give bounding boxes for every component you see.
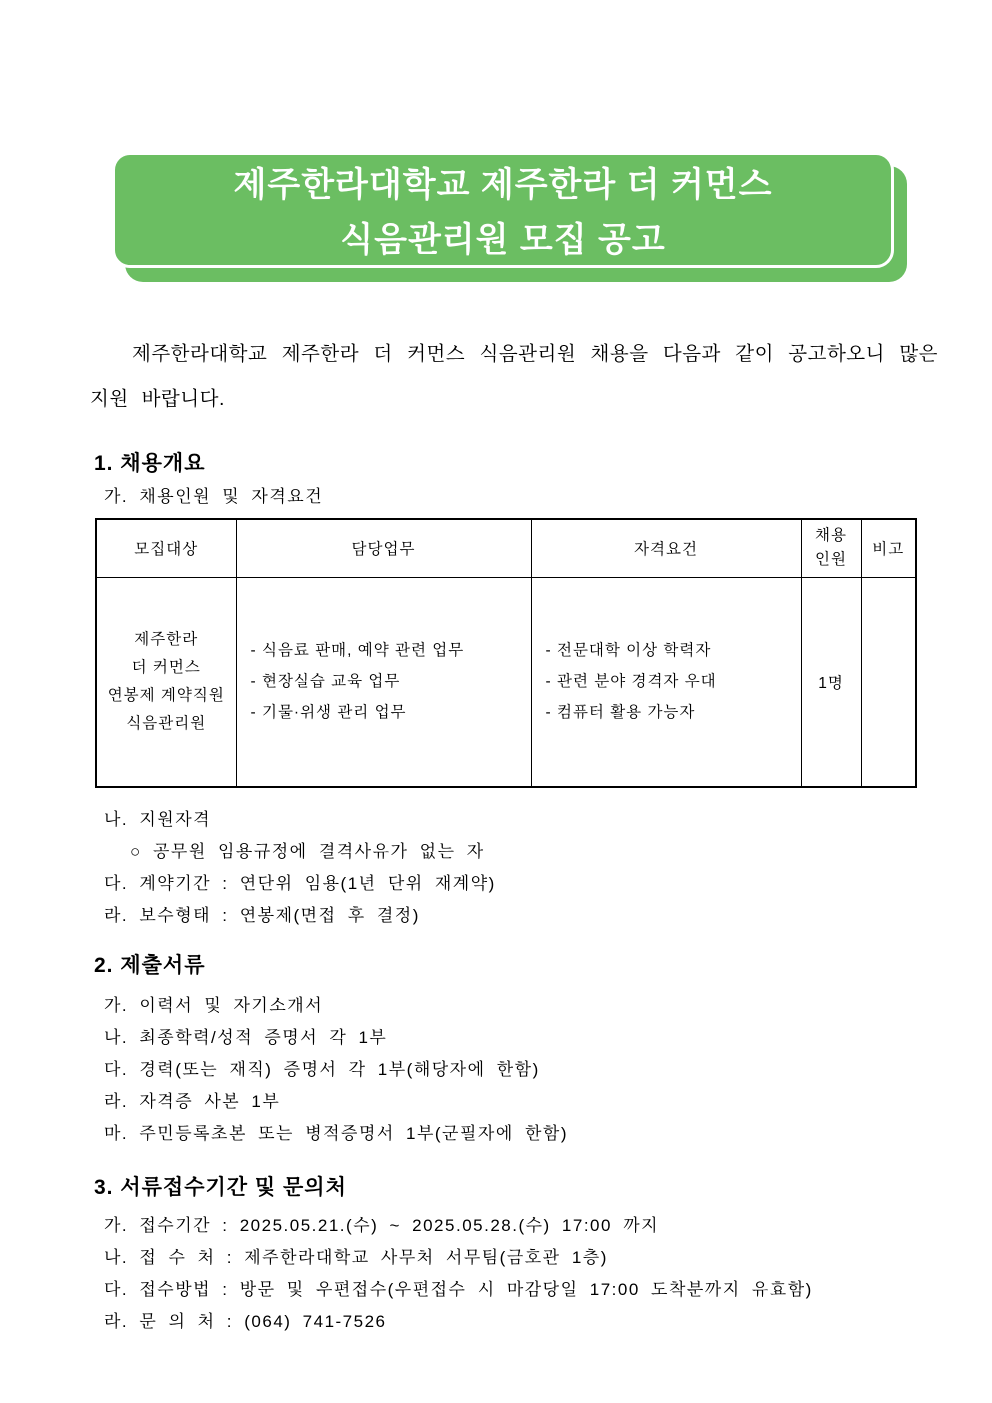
application-item: 가. 접수기간 : 2025.05.21.(수) ~ 2025.05.28.(수) 17:00 까지	[104, 1216, 660, 1235]
application-item: 라. 문 의 처 : (064) 741-7526	[104, 1312, 387, 1331]
cell-qualifications	[531, 577, 801, 787]
section1-item-b-sub: ○ 공무원 임용규정에 결격사유가 없는 자	[130, 842, 485, 861]
document-item: 라. 자격증 사본 1부	[104, 1092, 281, 1111]
target-line: 제주한라	[134, 630, 199, 648]
target-line: 더 커먼스	[131, 658, 201, 676]
document-item: 마. 주민등록초본 또는 병적증명서 1부(군필자에 한함)	[104, 1124, 568, 1143]
banner-title-line2: 식음관리원 모집 공고	[340, 221, 666, 259]
banner-title-line1: 제주한라대학교 제주한라 더 커먼스	[233, 166, 773, 204]
target-line: 연봉제 계약직원	[107, 686, 225, 704]
section2-item-list	[0, 990, 992, 1150]
col-header-target: 모집대상	[96, 519, 236, 577]
col-header-count	[801, 519, 861, 577]
document-item: 가. 이력서 및 자기소개서	[104, 996, 324, 1015]
application-item: 나. 접 수 처 : 제주한라대학교 사무처 서무팀(금호관 1층)	[104, 1248, 608, 1267]
document-item: 다. 경력(또는 재직) 증명서 각 1부(해당자에 한함)	[104, 1060, 540, 1079]
col-header-qualifications: 자격요건	[531, 519, 801, 577]
section1-item-d: 라. 보수형태 : 연봉제(면접 후 결정)	[104, 906, 420, 925]
application-item: 다. 접수방법 : 방문 및 우편접수(우편접수 시 마감당일 17:00 도착분까지 유효함)	[104, 1280, 813, 1299]
target-line: 식음관리원	[126, 714, 207, 732]
intro-paragraph: 제주한라대학교 제주한라 더 커먼스 식음관리원 채용을 다음과 같이 공고하오니 많은 지원 바랍니다.	[90, 343, 938, 410]
section1-item-a: 가. 채용인원 및 자격요건	[104, 487, 324, 506]
cell-duties	[236, 577, 531, 787]
cell-target	[96, 577, 236, 787]
document-item: 나. 최종학력/성적 증명서 각 1부	[104, 1028, 388, 1047]
col-header-count-line: 인원	[815, 551, 847, 569]
section3-item-list	[0, 1210, 992, 1338]
section3-heading: 3. 서류접수기간 및 문의처	[94, 1176, 347, 1199]
section1-heading: 1. 채용개요	[94, 452, 206, 475]
col-header-note: 비고	[861, 519, 916, 577]
col-header-count-line: 채용	[815, 527, 847, 545]
section1-item-b: 나. 지원자격	[104, 810, 212, 829]
cell-note	[861, 577, 916, 787]
duty-line: - 식음료 판매, 예약 관련 업무	[250, 642, 465, 660]
qualification-line: - 전문대학 이상 학력자	[545, 642, 712, 660]
table-header-row	[96, 519, 916, 577]
duty-line: - 현장실습 교육 업무	[250, 673, 401, 691]
cell-count: 1명	[801, 577, 861, 787]
section2-heading: 2. 제출서류	[94, 954, 206, 977]
col-header-duties: 담당업무	[236, 519, 531, 577]
table-row	[96, 577, 916, 787]
duty-line: - 기물·위생 관리 업무	[250, 704, 407, 722]
qualification-line: - 관련 분야 경격자 우대	[545, 673, 717, 691]
section1-item-c: 다. 계약기간 : 연단위 임용(1년 단위 재계약)	[104, 874, 496, 893]
recruitment-table	[95, 518, 917, 788]
qualification-line: - 컴퓨터 활용 가능자	[545, 704, 696, 722]
title-banner	[112, 152, 894, 268]
